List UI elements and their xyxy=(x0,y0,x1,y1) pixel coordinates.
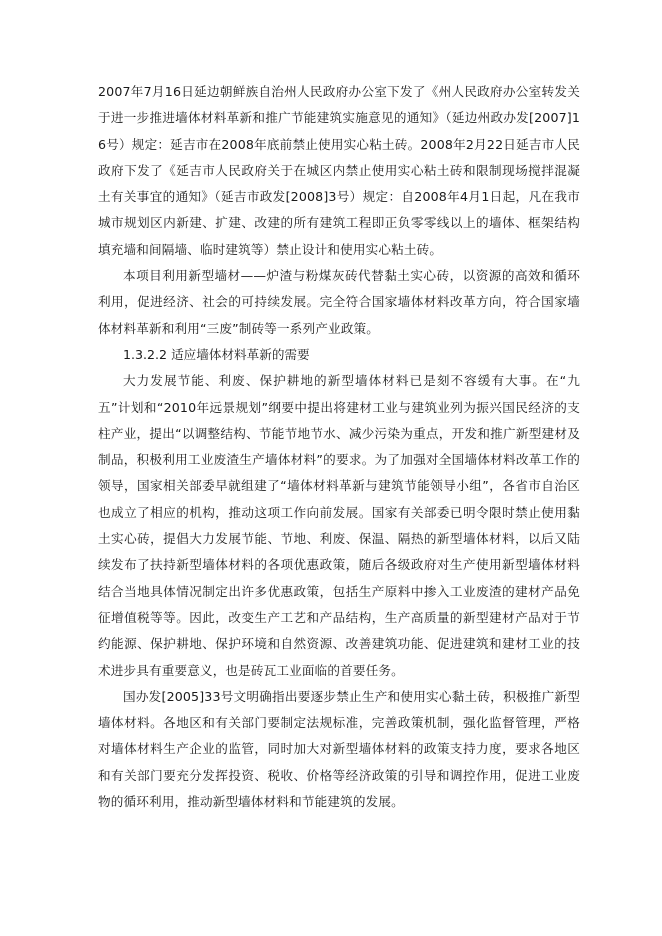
document-body xyxy=(98,79,580,815)
paragraph-policy-background: 2007年7月16日延边朝鲜族自治州人民政府办公室下发了《州人民政府办公室转发关于进一步推进墙体材料革新和推广节能建筑实施意见的通知》（延边州政办发[2007]16号）规定：延吉市在2008年底前禁止使用实心粘土砖。2008年2月22日延吉市人民政府下发了《延吉市人民政府关于在城区内禁止使用实心粘土砖和限制现场搅拌混凝土有关事宜的通知》（延吉市政发[2008]3号）规定：自2008年4月1日起，凡在我市城市规划区内新建、扩建、改建的所有建筑工程即正负零零线以上的墙体、框架结构填充墙和间隔墙、临时建筑等）禁止设计和使用实心粘土砖。 xyxy=(98,84,580,257)
section-heading: 1.3.2.2 适应墙体材料革新的需要 xyxy=(123,346,310,362)
paragraph-project-summary: 本项目利用新型墙材——炉渣与粉煤灰砖代替黏土实心砖，以资源的高效和循环利用，促进经济、社会的可持续发展。完全符合国家墙体材料改革方向，符合国家墙体材料革新和利用“三废”制砖等一系列产业政策。 xyxy=(98,268,580,336)
paragraph-state-council-notice: 国办发[2005]33号文明确指出要逐步禁止生产和使用实心黏土砖，积极推广新型墙体材料。各地区和有关部门要制定法规标准，完善政策机制，强化监督管理，严格对墙体材料生产企业的监管，同时加大对新型墙体材料的政策支持力度，要求各地区和有关部门要充分发挥投资、税收、价格等经济政策的引导和调控作用，促进工业废物的循环利用，推动新型墙体材料和节能建筑的发展。 xyxy=(98,688,580,810)
paragraph-wall-material-reform: 大力发展节能、利废、保护耕地的新型墙体材料已是刻不容缓有大事。在“九五”计划和“2010年远景规划”纲要中提出将建材工业与建筑业列为振兴国民经济的支柱产业，提出“以调整结构、节能节地节水、减少污染为重点，开发和推广新型建材及制品，积极利用工业废渣生产墙体材料”的要求。为了加强对全国墙体材料改革工作的领导，国家相关部委早就组建了“墙体材料革新与建筑节能领导小组”，各省市自治区也成立了相应的机构，推动这项工作向前发展。国家有关部委已明令限时禁止使用黏土实心砖，提倡大力发展节能、节地、利废、保温、隔热的新型墙体材料，以后又陆续发布了扶持新型墙体材料的各项优惠政策，随后各级政府对生产使用新型墙体材料结合当地具体情况制定出许多优惠政策，包括生产原料中掺入工业废渣的建材产品免征增值税等等。因此，改变生产工艺和产品结构，生产高质量的新型建材产品对于节约能源、保护耕地、保护环境和自然资源、改善建筑功能、促进建筑和建材工业的技术进步具有重要意义，也是砖瓦工业面临的首要任务。 xyxy=(98,373,580,678)
